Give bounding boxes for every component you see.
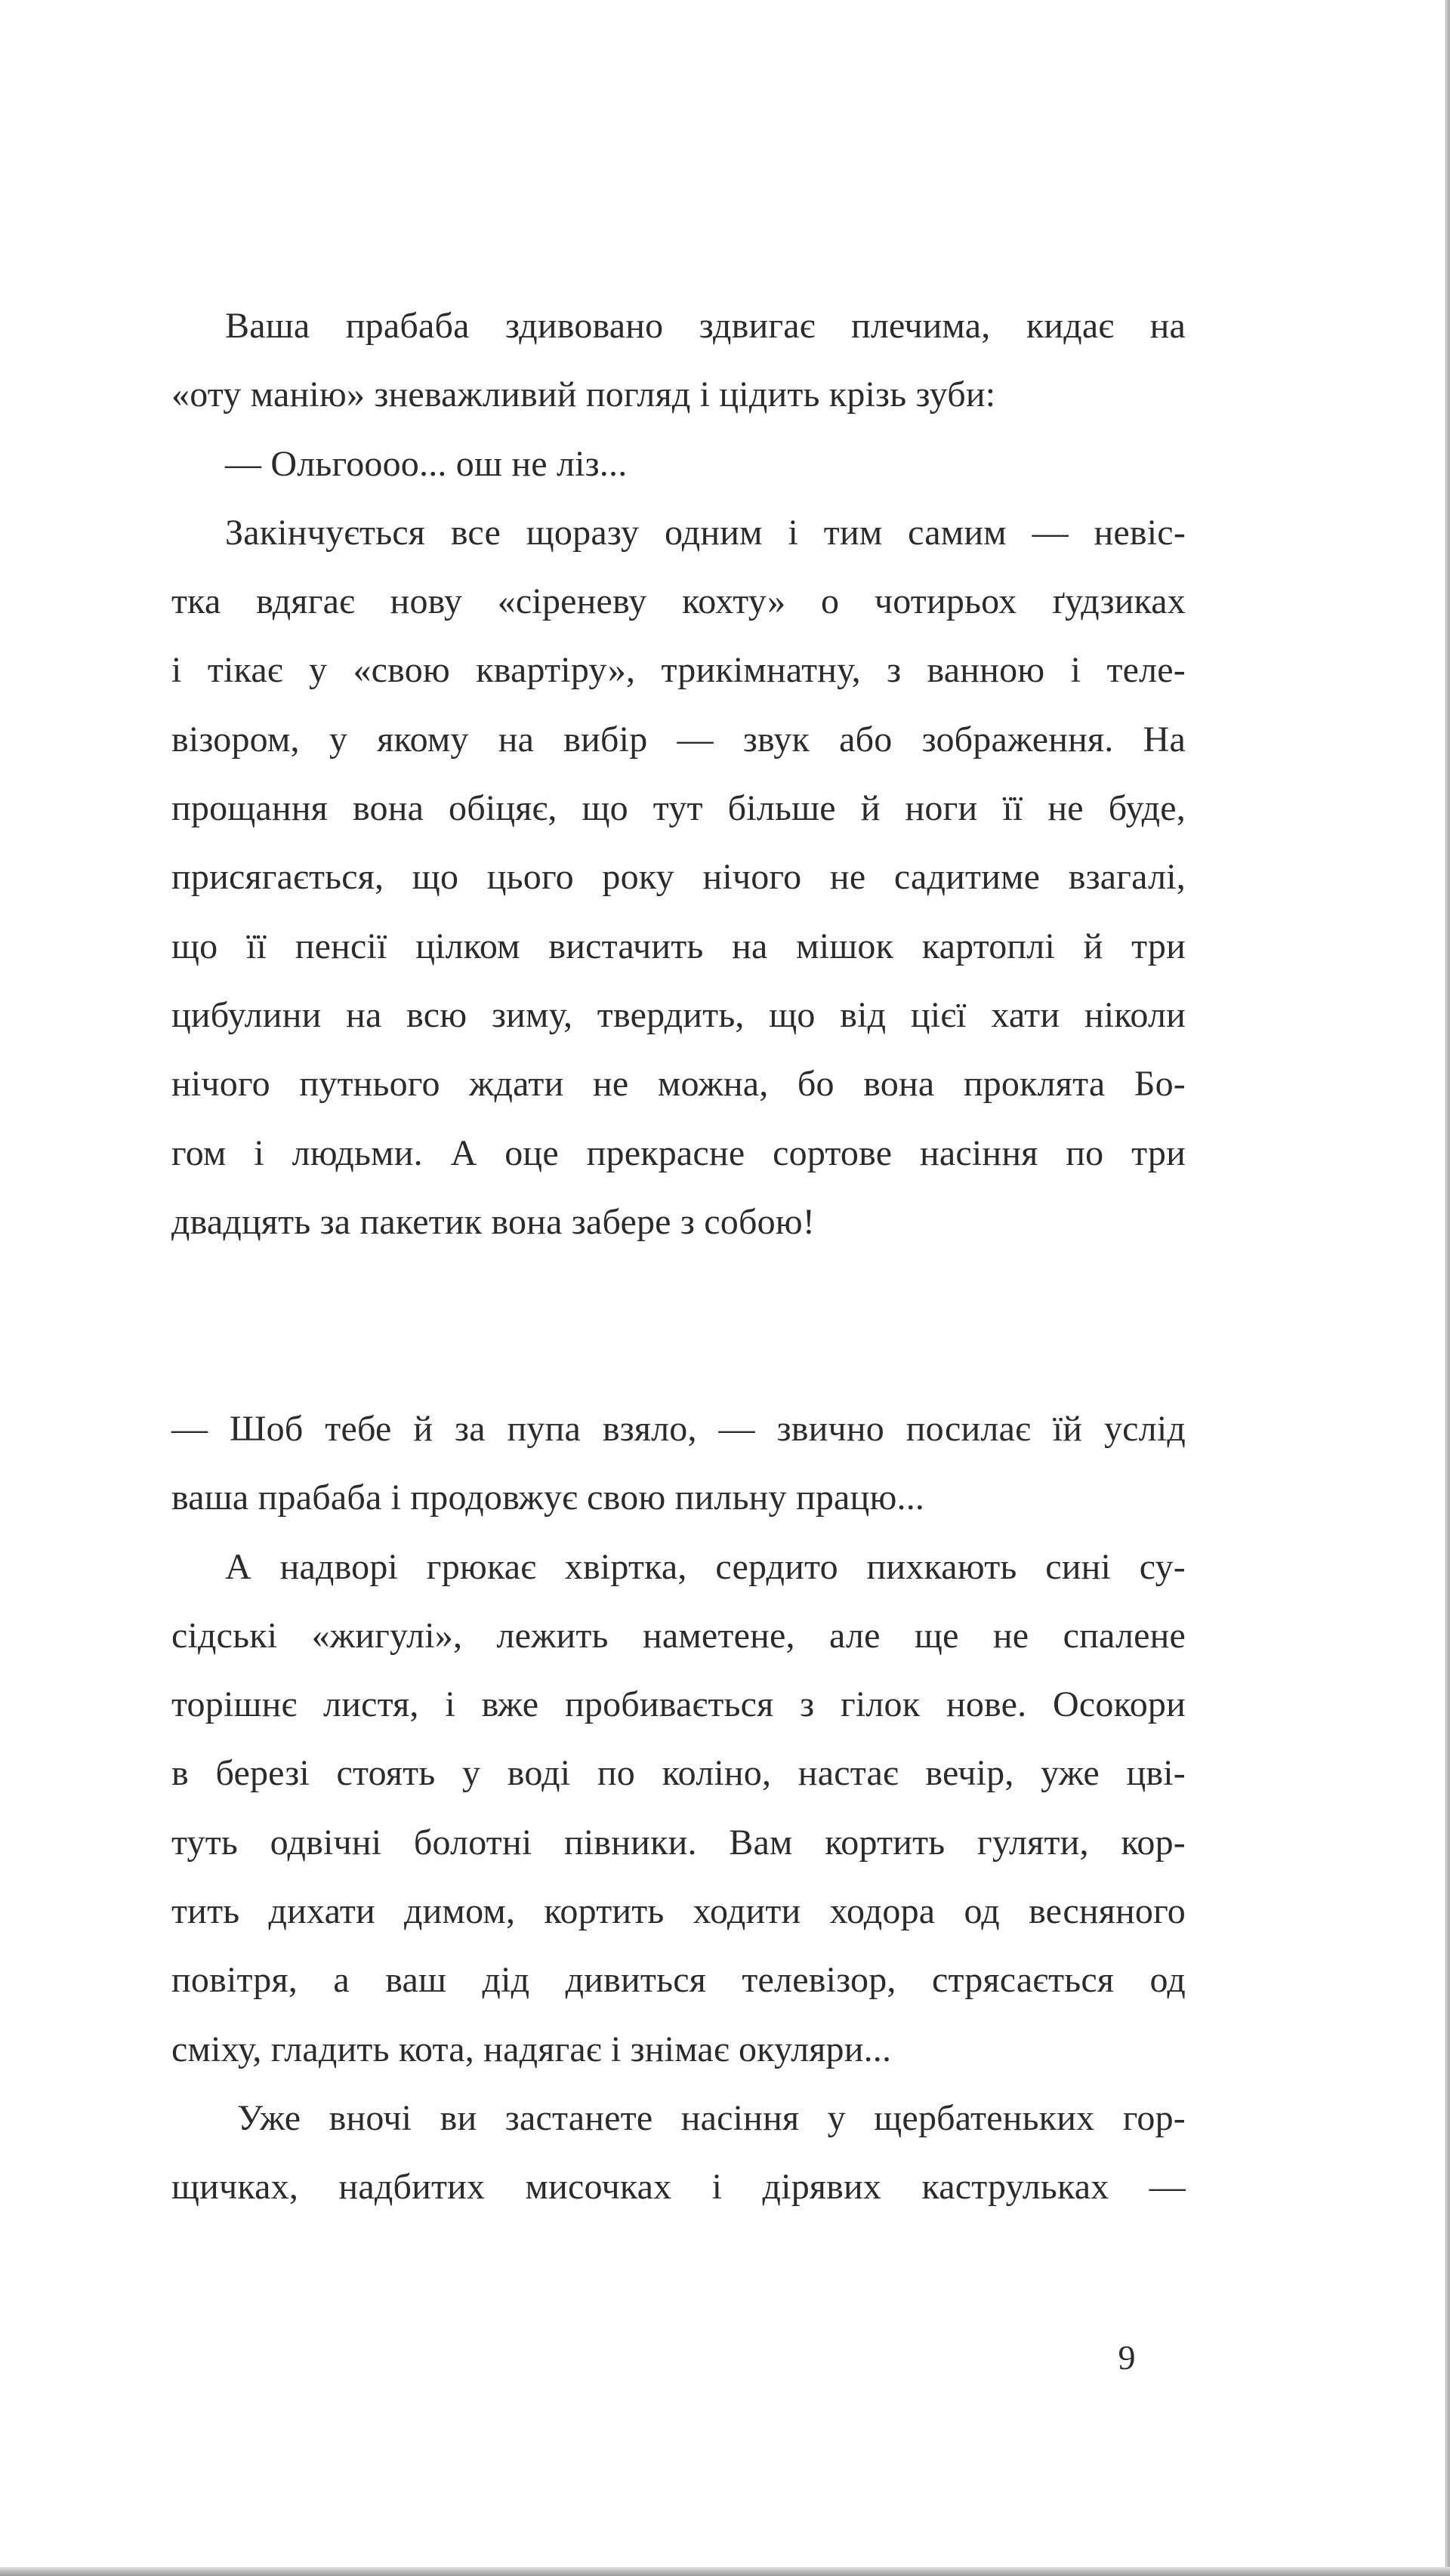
text-line: двадцять за пакетик вона забере з собою!	[171, 1201, 816, 1242]
text-line: тить дихати димом, кортить ходити ходора од весняного	[171, 1891, 1186, 1932]
text-line: Ваша прабаба здивовано здвигає плечима, кидає на	[225, 306, 1186, 346]
text-line: що її пенсії цілком вистачить на мішок картоплі й три	[171, 926, 1186, 966]
text-line: прощання вона обіцяє, що тут більше й ноги її не буде,	[171, 788, 1186, 829]
text-line: сміху, гладить кота, надягає і знімає окуляри...	[171, 2029, 892, 2069]
text-line: туть одвічні болотні півники. Вам кортить гуляти, кор-	[171, 1822, 1186, 1863]
text-line: візором, у якому на вибір — звук або зображення. На	[171, 719, 1186, 760]
text-line: — Ольгоооо... ош не ліз...	[225, 443, 628, 484]
text-line: і тікає у «свою квартіру», трикімнатну, з ванною і теле-	[171, 650, 1186, 691]
text-line: Уже вночі ви застанете насіння у щербатеньких гор-	[237, 2097, 1186, 2138]
text-line: присягається, що цього року нічого не садитиме взагалі,	[171, 857, 1186, 898]
text-section-2	[171, 1394, 1186, 2222]
text-line: ваша прабаба і продовжує свою пильну працю...	[171, 1478, 925, 1518]
text-line: щичках, надбитих мисочках і дірявих каструльках —	[171, 2167, 1186, 2208]
text-line: гом і людьми. А оце прекрасне сортове насіння по три	[171, 1132, 1186, 1173]
text-line: нічого путнього ждати не можна, бо вона проклята Бо-	[171, 1064, 1186, 1105]
page-number: 9	[1118, 2338, 1136, 2377]
text-line: цибулини на всю зиму, твердить, що від цієї хати ніколи	[171, 994, 1186, 1035]
text-line: в березі стоять у воді по коліно, настає вечір, уже цві-	[171, 1753, 1186, 1794]
text-line: — Шоб тебе й за пупа взяло, — звично посилає їй услід	[171, 1409, 1186, 1449]
page-edge-right	[1445, 0, 1450, 2576]
text-line: тка вдягає нову «сіреневу кохту» о чотирьох ґудзиках	[171, 581, 1186, 622]
text-line: сідські «жигулі», лежить наметене, але ще не спалене	[171, 1615, 1186, 1656]
page-edge-bottom	[0, 2567, 1450, 2576]
text-section-1	[171, 291, 1186, 1256]
text-line: «оту манію» зневажливий погляд і цідить крізь зуби:	[171, 374, 996, 415]
text-line: Закінчується все щоразу одним і тим самим — невіс-	[225, 512, 1186, 553]
text-line: повітря, а ваш дід дивиться телевізор, стрясається од	[171, 1960, 1186, 2001]
text-line: торішнє листя, і вже пробивається з гілок нове. Осокори	[171, 1684, 1186, 1725]
text-line: А надворі грюкає хвіртка, сердито пихкають сині су-	[225, 1546, 1186, 1587]
